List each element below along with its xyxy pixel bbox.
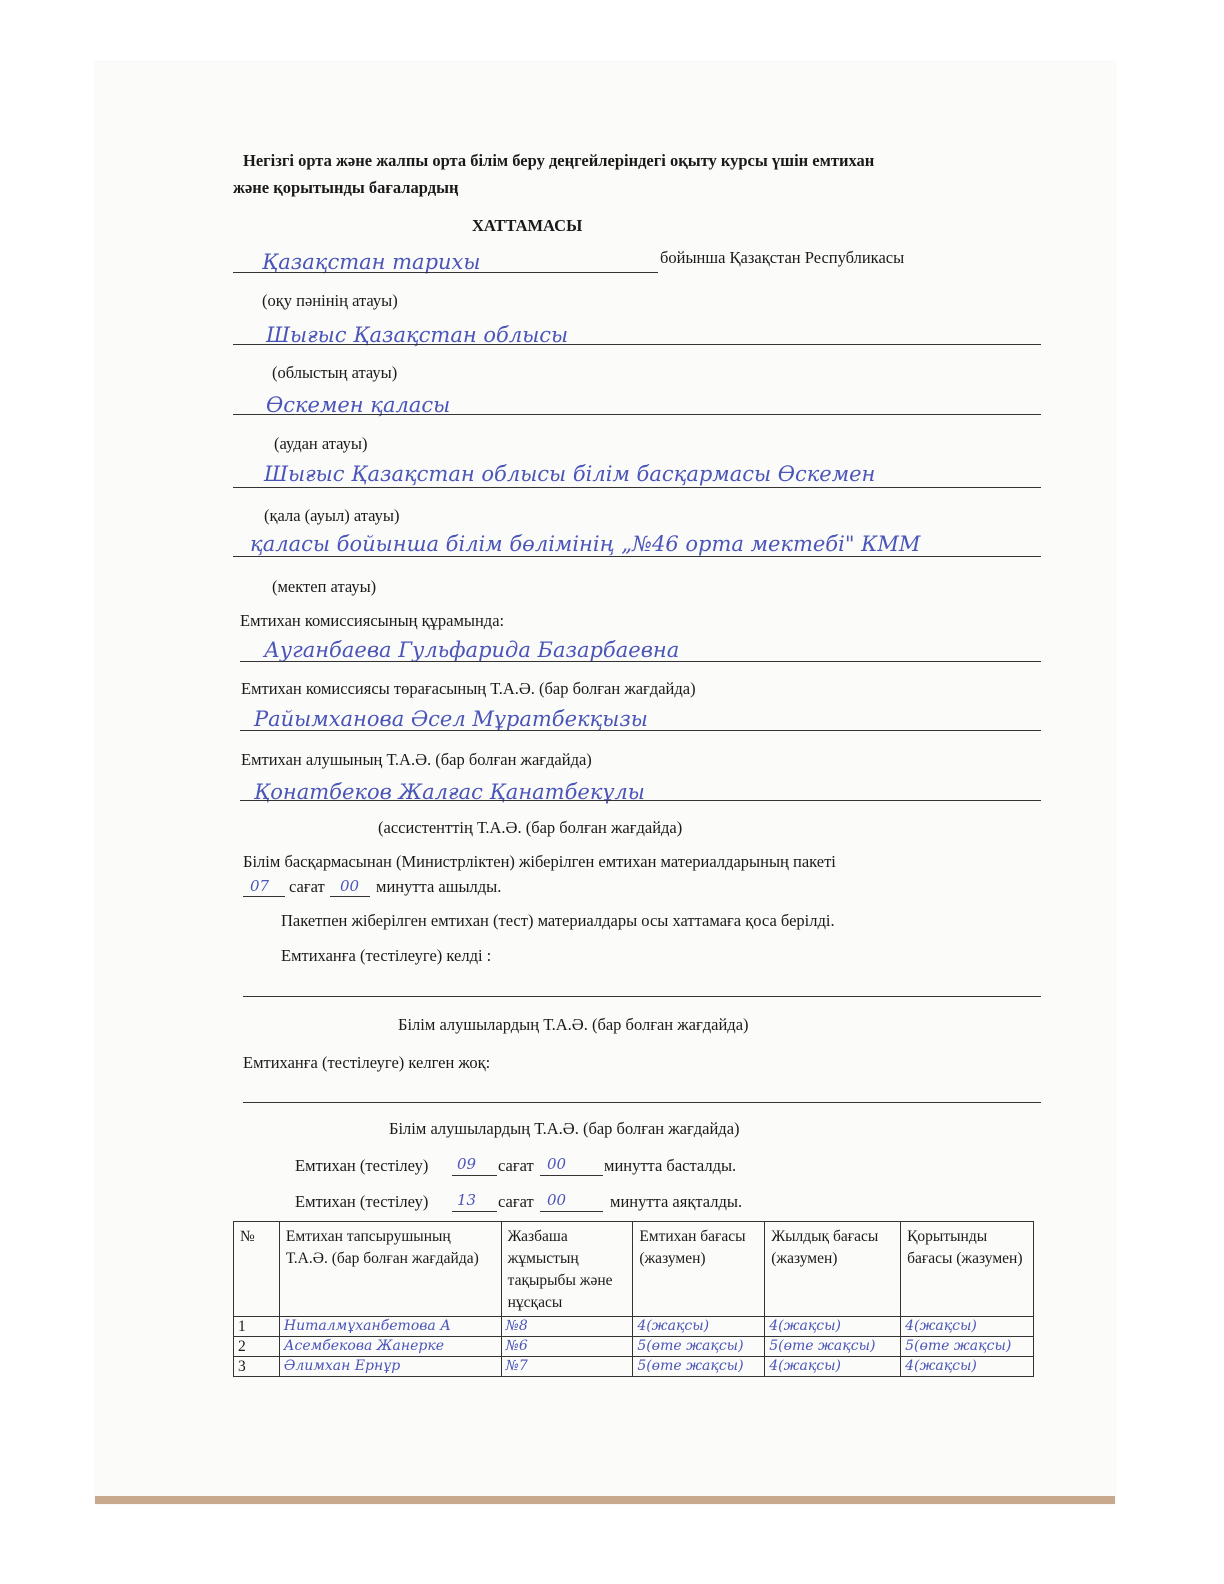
city-line: [233, 487, 1041, 488]
row-student-name: Асембекова Жанерке: [279, 1337, 501, 1357]
package-attached: Пакетпен жіберілген емтихан (тест) материалдары осы хаттамаға қоса берілді.: [281, 911, 835, 930]
row-final-grade: 5(өте жақсы): [901, 1337, 1034, 1357]
absent-line: [243, 1102, 1041, 1103]
district-value: Өскемен қаласы: [266, 393, 451, 417]
paper-edge: [95, 1496, 1115, 1504]
chair-value: Райымханова Әсел Мұратбекқызы: [254, 707, 648, 731]
school-caption: (мектеп атауы): [272, 577, 377, 596]
examiner-caption: Емтихан алушының Т.А.Ә. (бар болған жағдайда): [241, 750, 592, 769]
start-hour-line: [452, 1175, 497, 1176]
examiner-line: [240, 800, 1041, 801]
absent-label: Емтиханға (тестілеуге) келген жоқ:: [243, 1053, 491, 1072]
header-final-grade: Қорытынды бағасы (жазумен): [901, 1222, 1034, 1317]
row-annual-grade: 5(өте жақсы): [765, 1337, 901, 1357]
header-student-name: Емтихан тапсырушының Т.А.Ә. (бар болған жағдайда): [279, 1222, 501, 1317]
start-minute-line: [540, 1175, 603, 1176]
came-label: Емтиханға (тестілеуге) келді :: [281, 946, 492, 965]
row-exam-grade: 5(өте жақсы): [633, 1337, 765, 1357]
came-caption: Білім алушылардың Т.А.Ә. (бар болған жағдайда): [398, 1015, 749, 1034]
start-hour-label: сағат: [498, 1156, 534, 1175]
row-final-grade: 4(жақсы): [901, 1317, 1034, 1337]
region-line: [233, 344, 1041, 345]
end-hour-label: сағат: [498, 1192, 534, 1211]
subject-value: Қазақстан тарихы: [262, 250, 481, 274]
row-annual-grade: 4(жақсы): [765, 1357, 901, 1377]
row-number: 1: [234, 1317, 280, 1337]
start-hour: 09: [457, 1155, 477, 1173]
row-topic: №6: [501, 1337, 633, 1357]
school-value: қаласы бойынша білім бөлімінің „№46 орта мектебі" КММ: [250, 532, 921, 556]
package-hour: 07: [250, 877, 270, 895]
examiner-value: Қонатбеков Жалғас Қанатбекұлы: [254, 780, 645, 804]
city-value: Шығыс Қазақстан облысы білім басқармасы Өскемен: [264, 462, 876, 486]
end-suffix: минутта аяқталды.: [610, 1192, 743, 1211]
end-hour: 13: [457, 1191, 477, 1209]
end-label: Емтихан (тестілеу): [295, 1192, 429, 1211]
package-line: Білім басқармасынан (Министрліктен) жіберілген емтихан материалдарының пакеті: [243, 852, 836, 871]
results-table: [233, 1221, 1034, 1377]
header-annual-grade: Жылдық бағасы (жазумен): [765, 1222, 901, 1317]
row-student-name: Ниталмұханбетова А: [279, 1317, 501, 1337]
district-line: [233, 414, 1041, 415]
package-hour-line: [243, 896, 285, 897]
start-minute: 00: [547, 1155, 567, 1173]
commission-line: [240, 661, 1041, 662]
start-label: Емтихан (тестілеу): [295, 1156, 429, 1175]
package-hour-label: сағат: [289, 877, 325, 896]
package-minute-line: [330, 896, 370, 897]
commission-label: Емтихан комиссиясының құрамында:: [240, 611, 505, 630]
row-final-grade: 4(жақсы): [901, 1357, 1034, 1377]
table-header-row: [234, 1222, 1034, 1317]
title-line-2: және қорытынды бағалардың: [233, 178, 459, 197]
end-hour-line: [452, 1211, 497, 1212]
start-suffix: минутта басталды.: [604, 1156, 737, 1175]
header-number: №: [234, 1222, 280, 1317]
region-caption: (облыстың атауы): [272, 363, 398, 382]
assistant-caption: (ассистенттің Т.А.Ә. (бар болған жағдайда): [378, 818, 683, 837]
protocol-heading: ХАТТАМАСЫ: [472, 216, 583, 235]
chair-line: [240, 730, 1041, 731]
row-number: 3: [234, 1357, 280, 1377]
header-topic: Жазбаша жұмыстың тақырыбы және нұсқасы: [501, 1222, 633, 1317]
subject-caption: (оқу пәнінің атауы): [262, 291, 398, 310]
came-line: [243, 996, 1041, 997]
chair-caption: Емтихан комиссиясы төрағасының Т.А.Ә. (бар болған жағдайда): [241, 679, 696, 698]
row-student-name: Әлимхан Ернұр: [279, 1357, 501, 1377]
row-number: 2: [234, 1337, 280, 1357]
table-row: [234, 1337, 1034, 1357]
package-minute: 00: [340, 877, 360, 895]
row-topic: №7: [501, 1357, 633, 1377]
row-exam-grade: 5(өте жақсы): [633, 1357, 765, 1377]
end-minute: 00: [547, 1191, 567, 1209]
package-minute-label: минутта ашылды.: [376, 877, 502, 896]
commission-members: Ауганбаева Гульфарида Базарбаевна: [264, 638, 680, 662]
row-exam-grade: 4(жақсы): [633, 1317, 765, 1337]
district-caption: (аудан атауы): [274, 434, 368, 453]
table-row: [234, 1317, 1034, 1337]
subject-suffix: бойынша Қазақстан Республикасы: [660, 248, 905, 267]
city-caption: (қала (ауыл) атауы): [264, 506, 400, 525]
end-minute-line: [540, 1211, 603, 1212]
table-row: [234, 1357, 1034, 1377]
region-value: Шығыс Қазақстан облысы: [266, 323, 569, 347]
school-line: [233, 556, 1041, 557]
row-topic: №8: [501, 1317, 633, 1337]
absent-caption: Білім алушылардың Т.А.Ә. (бар болған жағдайда): [389, 1119, 740, 1138]
header-exam-grade: Емтихан бағасы (жазумен): [633, 1222, 765, 1317]
title-line-1: Негізгі орта және жалпы орта білім беру деңгейлеріндегі оқыту курсы үшін емтихан: [243, 151, 875, 170]
subject-line: [233, 272, 658, 273]
row-annual-grade: 4(жақсы): [765, 1317, 901, 1337]
